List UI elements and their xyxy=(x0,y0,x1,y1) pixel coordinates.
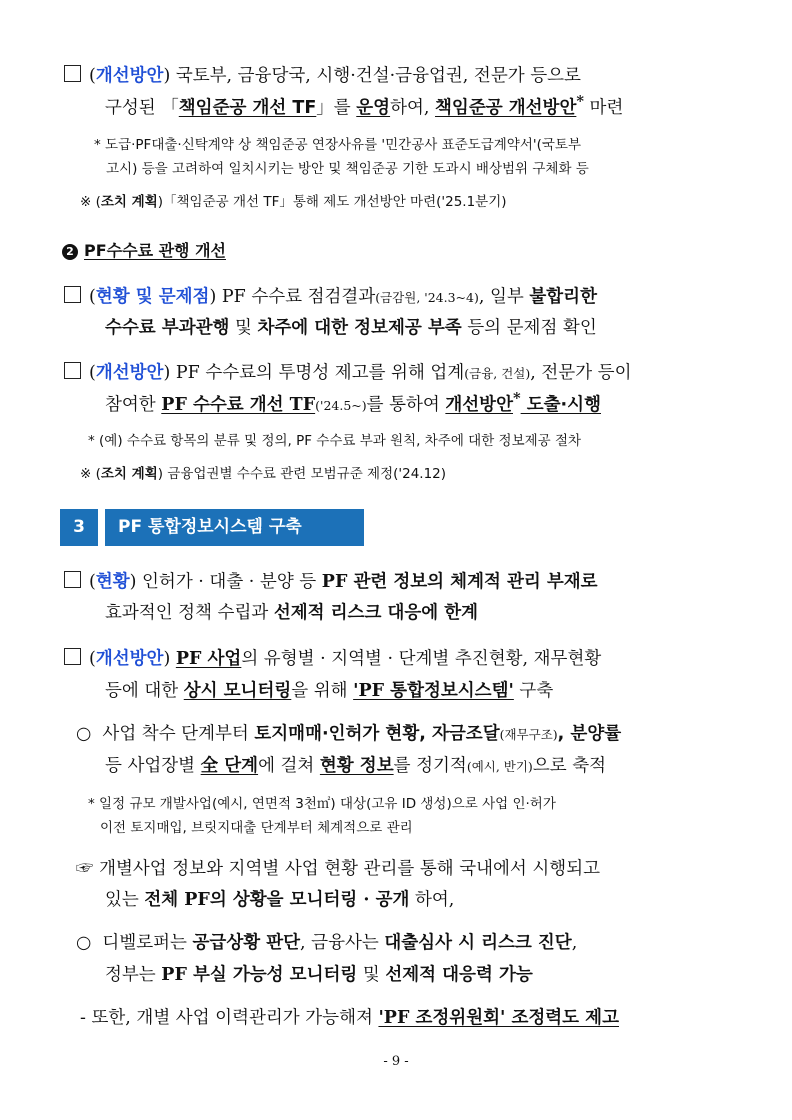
improvement-plan: 책임준공 개선방안 xyxy=(435,97,577,118)
block5-line1: (개선방안) PF 사업의 유형별 · 지역별 · 단계별 추진현황, 재무현황 xyxy=(64,645,601,670)
block3-note: * (예) 수수료 항목의 분류 및 정의, PF 수수료 부과 원칙, 차주에 대한 정보제공 절차 xyxy=(88,433,582,449)
block1-text: 국토부, 금융당국, 시행·건설·금융업권, 전문가 등으로 xyxy=(175,66,581,86)
pointing-hand-icon: ☞ xyxy=(76,859,94,879)
checkbox-square-icon xyxy=(64,571,81,588)
block3-label: 개선방안 xyxy=(95,363,164,383)
block1-action-plan: ※ (조치 계획)「책임준공 개선 TF」통해 제도 개선방안 마련('25.1분기) xyxy=(80,194,507,210)
arrow-line1: ☞ 개별사업 정보와 지역별 사업 현황 관리를 통해 국내에서 시행되고 xyxy=(76,859,601,879)
block3-line2: 참여한 PF 수수료 개선 TF('24.5~)를 통하여 개선방안* 도출·시행 xyxy=(105,390,601,415)
checkbox-square-icon xyxy=(64,648,81,665)
bullet1-line2: 등 사업장별 全 단계에 걸쳐 현황 정보를 정기적(예시, 반기)으로 축적 xyxy=(105,756,607,776)
block4-line2: 효과적인 정책 수립과 선제적 리스크 대응에 한계 xyxy=(105,603,479,623)
block2-line1: (현황 및 문제점) PF 수수료 점검결과(금감원, '24.3~4), 일부 불합리한 xyxy=(64,283,597,308)
section-3-heading xyxy=(60,509,364,546)
block1-line2: 구성된 「책임준공 개선 TF」를 운영하여, 책임준공 개선방안* 마련 xyxy=(105,93,624,118)
dash-line: - 또한, 개별 사업 이력관리가 가능해져 'PF 조정위원회' 조정력도 제고 xyxy=(80,1008,619,1028)
checkbox-square-icon xyxy=(64,286,81,303)
block2-line2: 수수료 부과관행 및 차주에 대한 정보제공 부족 등의 문제점 확인 xyxy=(105,318,597,338)
bullet1-line1: ○ 사업 착수 단계부터 토지매매·인허가 현황, 자금조달(재무구조), 분양률 xyxy=(76,724,622,744)
checkbox-square-icon xyxy=(64,65,81,82)
bullet2-line2: 정부는 PF 부실 가능성 모니터링 및 선제적 대응력 가능 xyxy=(105,965,533,985)
tf-name: 책임준공 개선 TF xyxy=(178,97,317,118)
block1-label: 개선방안 xyxy=(95,66,164,86)
section-number: 3 xyxy=(60,509,105,546)
number-2-icon: 2 xyxy=(62,244,78,260)
block4-line1: (현황) 인허가 · 대출 · 분양 등 PF 관련 정보의 체계적 관리 부재로 xyxy=(64,568,598,593)
block5-line2: 등에 대한 상시 모니터링을 위해 'PF 통합정보시스템' 구축 xyxy=(105,681,554,701)
page-number: - 9 - xyxy=(383,1054,409,1069)
subsection-title: PF수수료 관행 개선 xyxy=(84,241,226,260)
bullet1-note-line2: 이전 토지매입, 브릿지대출 단계부터 체계적으로 관리 xyxy=(100,820,413,836)
block1-line1: (개선방안) 국토부, 금융당국, 시행·건설·금융업권, 전문가 등으로 xyxy=(64,62,581,87)
bullet2-line1: ○ 디벨로퍼는 공급상황 판단, 금융사는 대출심사 시 리스크 진단, xyxy=(76,933,578,953)
checkbox-square-icon xyxy=(64,362,81,379)
block3-line1: (개선방안) PF 수수료의 투명성 제고를 위해 업계(금융, 건설), 전문가 등이 xyxy=(64,359,631,384)
bullet-circle-icon: ○ xyxy=(76,933,92,953)
block3-action-plan: ※ (조치 계획) 금융업권별 수수료 관련 모범규준 제정('24.12) xyxy=(80,466,447,482)
arrow-line2: 있는 전체 PF의 상황을 모니터링 · 공개 하여, xyxy=(105,890,455,910)
block2-label: 현황 및 문제점 xyxy=(95,287,210,307)
block5-label: 개선방안 xyxy=(95,649,164,669)
section-title: PF 통합정보시스템 구축 xyxy=(118,517,302,537)
block1-note-line1: * 도급·PF대출·신탁계약 상 책임준공 연장사유를 '민간공사 표준도급계약서'(국토부 xyxy=(94,137,581,153)
block4-label: 현황 xyxy=(95,572,130,592)
block1-note-line2: 고시) 등을 고려하여 일치시키는 방안 및 책임준공 기한 도과시 배상범위 구체화 등 xyxy=(106,161,589,177)
bullet1-note-line1: * 일정 규모 개발사업(예시, 연면적 3천㎡) 대상(고유 ID 생성)으로 사업 인·허가 xyxy=(88,796,556,812)
bullet-circle-icon: ○ xyxy=(76,724,92,744)
subsection-heading-2 xyxy=(62,238,226,261)
